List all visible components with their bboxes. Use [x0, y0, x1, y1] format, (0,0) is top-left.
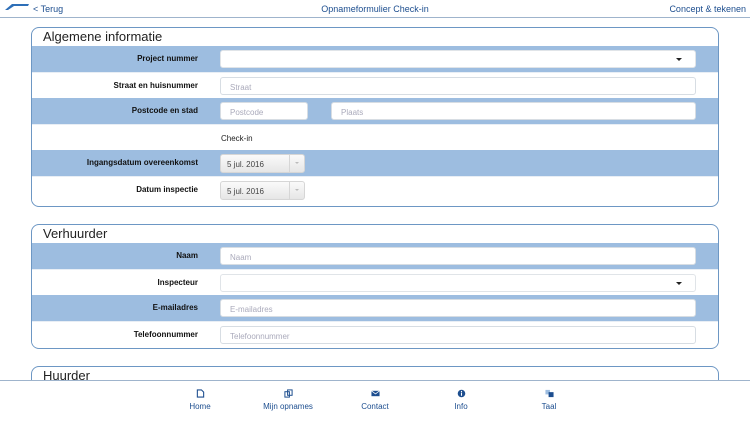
section-tenant [31, 366, 719, 380]
form-scroll-area[interactable] [0, 19, 750, 380]
name-input[interactable]: Naam [220, 247, 696, 265]
start-date-picker[interactable]: 5 jul. 2016 [220, 154, 305, 173]
inspection-date-label: Datum inspectie [136, 185, 198, 194]
page-title: Opnameformulier Check-in [321, 4, 429, 14]
copy-icon [284, 389, 293, 398]
row-inspector [32, 269, 718, 295]
envelope-icon [371, 389, 380, 398]
row-street [32, 72, 718, 98]
row-email [32, 295, 718, 321]
inspection-type-value: Check-in [221, 134, 253, 143]
street-label: Straat en huisnummer [113, 81, 198, 90]
email-input[interactable]: E-mailadres [220, 299, 696, 317]
postcode-input[interactable]: Postcode [220, 102, 308, 120]
start-date-label: Ingangsdatum overeenkomst [86, 158, 198, 167]
chevron-down-icon [289, 155, 304, 172]
document-icon [196, 389, 205, 398]
row-inspection-date [32, 176, 718, 202]
language-icon [545, 389, 554, 398]
tab-home[interactable]: Home [160, 389, 240, 411]
phone-label: Telefoonnummer [133, 330, 198, 339]
inspector-label: Inspecteur [157, 278, 198, 287]
email-label: E-mailadres [152, 303, 198, 312]
bottom-tab-bar [0, 380, 750, 422]
info-icon [457, 389, 466, 398]
row-type [32, 124, 718, 150]
chevron-down-icon [676, 282, 682, 285]
tab-language[interactable]: Taal [509, 389, 589, 411]
section-title: Huurder [43, 368, 90, 380]
row-name [32, 243, 718, 269]
back-button[interactable]: < Terug [33, 4, 64, 14]
inspection-date-picker[interactable]: 5 jul. 2016 [220, 181, 305, 200]
concept-sign-button[interactable]: Concept & tekenen [669, 4, 746, 14]
postcode-city-label: Postcode en stad [131, 106, 198, 115]
phone-input[interactable]: Telefoonnummer [220, 326, 696, 344]
section-title: Verhuurder [43, 226, 108, 241]
tab-info[interactable]: Info [421, 389, 501, 411]
section-title: Algemene informatie [43, 29, 163, 44]
section-general-info [31, 27, 719, 207]
project-number-label: Project nummer [137, 54, 198, 63]
inspector-select[interactable] [220, 274, 696, 292]
chevron-down-icon [289, 182, 304, 199]
project-number-select[interactable] [220, 50, 696, 68]
street-input[interactable]: Straat [220, 77, 696, 95]
row-postcode-city [32, 98, 718, 124]
name-label: Naam [176, 251, 198, 260]
row-project-number [32, 46, 718, 72]
row-start-date [32, 150, 718, 176]
tab-contact[interactable]: Contact [335, 389, 415, 411]
chevron-down-icon [676, 58, 682, 61]
tab-my-inspections[interactable]: Mijn opnames [248, 389, 328, 411]
top-navigation-bar [0, 0, 750, 18]
city-input[interactable]: Plaats [331, 102, 696, 120]
row-phone [32, 321, 718, 347]
section-landlord [31, 224, 719, 349]
